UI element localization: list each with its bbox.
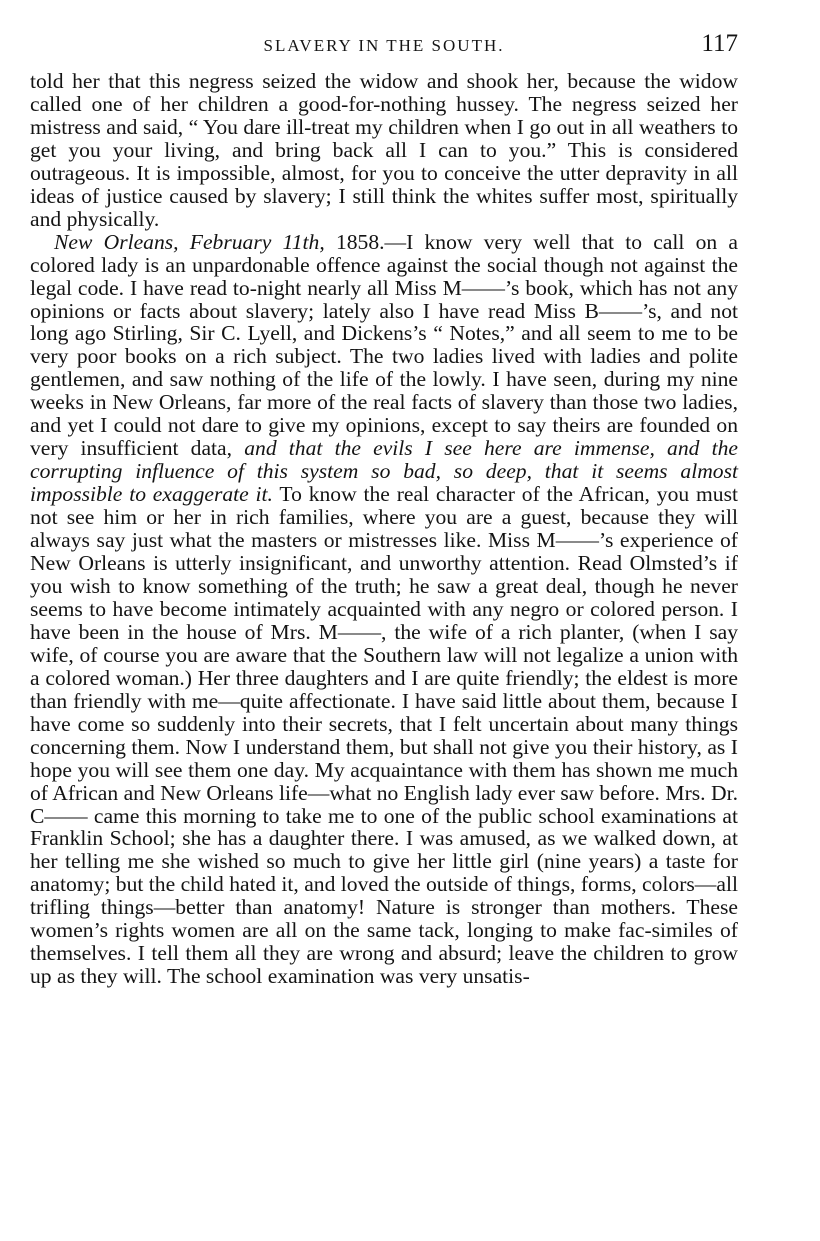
running-title: SLAVERY IN THE SOUTH. (263, 36, 505, 55)
body-text (30, 70, 738, 988)
place-date: New Orleans, February 11th, (54, 229, 325, 254)
book-page (30, 30, 738, 988)
page-number: 117 (701, 30, 738, 57)
paragraph-continued: told her that this negress seized the widow and shook her, because the widow called one of her children a good-for-nothing hussey. The negress seized her mistress and said, “ You dare ill-treat my children when I go out in all weathers to get you your living, and bring back all I can to you.” This is considered outrageous. It is impossible, almost, for you to conceive the utter depravity in all ideas of justice caused by slavery; I still think the whites suffer most, spiritually and physically. (30, 69, 738, 231)
running-header (30, 30, 738, 70)
paragraph-text-part-a: 1858.—I know very well that to call on a colored lady is an unpardonable offence against the social though not against the legal code. I have read to-night nearly all Miss M——’s book, which has not any opinions or facts about slavery; lately also I have read Miss B——’s, and not long ago Stirling, Sir C. Lyell, and Dickens’s “ Notes,” and all seem to me to be very poor books on a rich subject. The two ladies lived with ladies and polite gentlemen, and saw nothing of the life of the lowly. I have seen, during my nine weeks in New Orleans, far more of the real facts of slavery than those two ladies, and yet I could not dare to give my opinions, except to say theirs are founded on very insufficient data, (30, 229, 738, 461)
paragraph-text-part-b: To know the real character of the African, you must not see him or her in rich families, where you are a guest, because they will always say just what the masters or mistresses like. Miss M——’s experience of New Orleans is utterly insignificant, and unworthy attention. Read Olmsted’s if you wish to know something of the truth; he saw a great deal, though he never seems to have become intimately acquainted with any negro or colored person. I have been in the house of Mrs. M——, the wife of a rich planter, (when I say wife, of course you are aware that the Southern law will not legalize a union with a colored woman.) Her three daughters and I are quite friendly; the eldest is more than friendly with me—quite affectionate. I have said little about them, because I have come so suddenly into their secrets, that I felt uncertain about many things concerning them. Now I understand them, but shall not give you their history, as I hope you will see them one day. My acquaintance with them has shown me much of African and New Orleans life—what no English lady ever saw before. Mrs. Dr. C—— came this morning to take me to one of the public school examinations at Franklin School; she has a daughter there. I was amused, as we walked down, at her telling me she wished so much to give her little girl (nine years) a taste for anatomy; but the child hated it, and loved the outside of things, forms, colors—all trifling things—better than anatomy! Nature is stronger than mothers. These women’s rights women are all on the same tack, longing to make fac-similes of themselves. I tell them all they are wrong and absurd; leave the children to grow up as they will. The school examination was very unsatis- (30, 482, 738, 989)
italic-emphasis: and that the evils I see here are immense, and the corrupting influence of this system so bad, so deep, that it seems almost impossible to exaggerate it. (30, 436, 738, 507)
paragraph-new-orleans (30, 231, 738, 988)
